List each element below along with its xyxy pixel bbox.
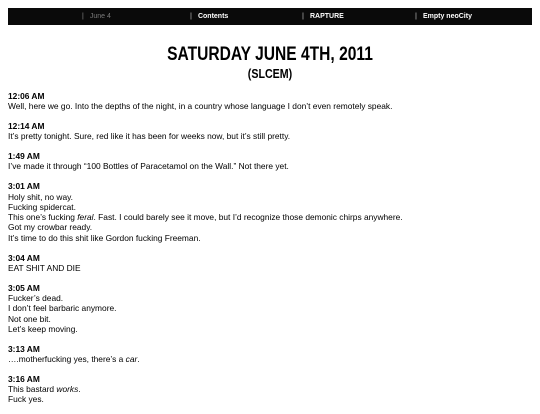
entry-text-line: Fucker’s dead. [8, 292, 64, 303]
entry-timestamp: 3:01 AM [8, 181, 40, 192]
log-entry [8, 283, 532, 334]
entry-text-line: Fuck yes. [8, 394, 44, 405]
log-entry [8, 181, 532, 243]
entry-text-line: It’s pretty tonight. Sure, red like it has been for weeks now, but it’s still pretty. [8, 131, 291, 142]
entry-text-line: Fucking spidercat. [8, 201, 76, 212]
entry-timestamp: 3:16 AM [8, 373, 40, 384]
emphasis-text: feral [77, 212, 94, 223]
log-entry [8, 91, 532, 112]
nav-separator: | [82, 13, 84, 20]
log-entry [8, 344, 532, 365]
entry-text-line: This one’s fucking feral. Fast. I could barely see it move, but I’d recognize those demonic chirps anywhere. [8, 212, 403, 223]
entry-timestamp: 1:49 AM [8, 151, 40, 162]
nav-item-date [82, 8, 111, 25]
journal-log [8, 91, 532, 414]
entry-text-line: It’s time to do this shit like Gordon fucking Freeman. [8, 232, 201, 243]
log-entry [8, 151, 532, 172]
nav-empty-neocity-link[interactable]: Empty neoCity [422, 13, 472, 20]
page-subtitle: (SLCEM) [247, 66, 293, 81]
nav-contents-link[interactable]: Contents [197, 13, 229, 20]
emphasis-text: works [56, 384, 79, 395]
nav-item-empty-neocity[interactable] [415, 8, 472, 25]
entry-timestamp: 3:04 AM [8, 252, 40, 263]
entry-timestamp: 3:13 AM [8, 343, 40, 354]
nav-item-contents[interactable] [190, 8, 228, 25]
emphasis-text: car [125, 353, 138, 364]
nav-separator: | [302, 13, 304, 20]
entry-text-line: ….motherfucking yes, there’s a car. [8, 353, 140, 364]
page-title: SATURDAY JUNE 4TH, 2011 [167, 44, 373, 65]
entry-text-line: Holy shit, no way. [8, 191, 74, 202]
entry-text-line: I’ve made it through “100 Bottles of Paracetamol on the Wall.” Not there yet. [8, 161, 289, 172]
nav-separator: | [190, 13, 192, 20]
entry-text-line: Let’s keep moving. [8, 323, 78, 334]
entry-text-line: I don’t feel barbaric anymore. [8, 303, 117, 314]
entry-text-line: Not one bit. [8, 313, 51, 324]
entry-text-line: This bastard works. [8, 384, 81, 395]
nav-date-label: June 4 [89, 13, 111, 20]
entry-timestamp: 3:05 AM [8, 282, 40, 293]
entry-text-line: Well, here we go. Into the depths of the night, in a country whose language I don’t even remotely speak. [8, 101, 393, 112]
log-entry [8, 253, 532, 274]
entry-text-line: Got my crowbar ready. [8, 222, 93, 233]
log-entry [8, 374, 532, 405]
nav-separator: | [415, 13, 417, 20]
log-entry [8, 121, 532, 142]
top-navbar [8, 8, 532, 25]
entry-timestamp: 12:14 AM [8, 121, 45, 132]
entry-text-line: EAT SHIT AND DIE [8, 262, 81, 273]
nav-rapture-link[interactable]: RAPTURE [309, 13, 344, 20]
entry-timestamp: 12:06 AM [8, 91, 45, 101]
nav-item-rapture[interactable] [302, 8, 344, 25]
